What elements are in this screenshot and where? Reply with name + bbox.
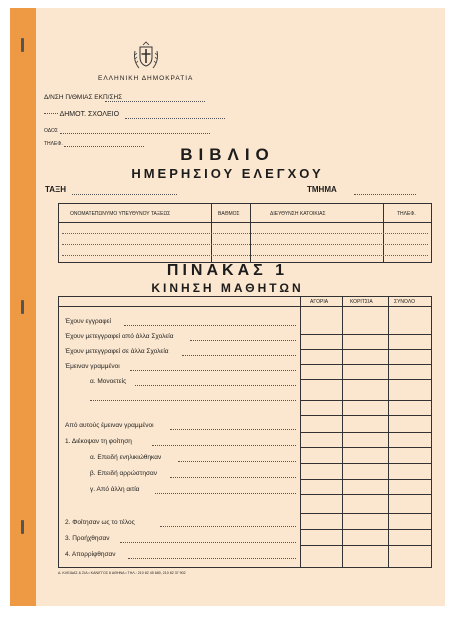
table-row: α. Επειδή ενηλικιώθηκαν — [90, 454, 162, 461]
boys-header: ΑΓΟΡΙΑ — [310, 299, 329, 305]
document-page — [10, 8, 445, 606]
table-row: Έμειναν γραμμένοι — [65, 363, 120, 370]
book-title: ΒΙΒΛΙΟ — [180, 145, 275, 164]
table1-subtitle: ΚΙΝΗΣΗ ΜΑΘΗΤΩΝ — [151, 281, 304, 295]
phone-label: ΤΗΛΕΦ. — [44, 141, 63, 147]
table-row: α. Μονοετείς — [90, 378, 127, 385]
table-row: 2. Φοίτησαν ως το τέλος — [65, 519, 135, 526]
publisher-footer: Δ. ΚΛΕΙΔΑΣ & ΣΙΑ • ΚΑΝΙΓΓΟΣ 6 ΑΘΗΝΑ • ΤΗΛ.: 210 82 45 680, 210 82 37 902 — [58, 571, 186, 575]
total-header: ΣΥΝΟΛΟ — [394, 299, 415, 305]
rank-header: ΒΑΘΜΟΣ — [218, 211, 240, 217]
girls-header: ΚΟΡΙΤΣΙΑ — [350, 299, 373, 305]
staple — [21, 300, 24, 314]
table-row: 1. Διέκοψαν τη φοίτηση — [65, 438, 132, 445]
greek-emblem-icon — [132, 41, 160, 71]
street-field[interactable] — [60, 133, 210, 134]
table-row: β. Επειδή αρρώστησαν — [90, 470, 157, 477]
staple — [21, 38, 24, 52]
address-header: ΔΙΕΥΘΥΝΣΗ ΚΑΤΟΙΚΙΑΣ — [270, 211, 326, 217]
table-row: Έχουν μετεγγραφεί σε άλλα Σχολεία — [65, 348, 169, 355]
table-row: 3. Προήχθησαν — [65, 535, 110, 542]
table-row: Έχουν μετεγγραφεί από άλλα Σχολεία — [65, 333, 174, 340]
school-field[interactable] — [125, 118, 225, 119]
book-subtitle: ΗΜΕΡΗΣΙΟΥ ΕΛΕΓΧΟΥ — [131, 166, 324, 181]
street-label: ΟΔΟΣ — [44, 128, 58, 134]
staple — [21, 520, 24, 534]
table-row: Έχουν εγγραφεί — [65, 318, 111, 325]
directorate-field[interactable] — [105, 101, 205, 102]
class-label: ΤΑΞΗ — [45, 185, 66, 194]
teacher-phone-header: ΤΗΛΕΦ. — [397, 211, 416, 217]
table-row: 4. Απορρίφθησαν — [65, 551, 116, 558]
class-field[interactable] — [72, 194, 177, 195]
republic-label: ΕΛΛΗΝΙΚΗ ΔΗΜΟΚΡΑΤΙΑ — [98, 75, 194, 82]
section-label: ΤΜΗΜΑ — [307, 185, 337, 194]
section-field[interactable] — [354, 194, 416, 195]
table1-title: ΠΙΝΑΚΑΣ 1 — [166, 262, 289, 279]
school-label: ΔΗΜΟΤ. ΣΧΟΛΕΙΟ — [44, 111, 119, 118]
directorate-label: Δ/ΝΣΗ Π/ΘΜΙΑΣ ΕΚΠ/ΣΗΣ — [44, 94, 123, 101]
table-row: γ. Από άλλη αιτία — [90, 486, 140, 493]
orange-spine — [10, 8, 36, 606]
table-row: Από αυτούς έμειναν γραμμένοι — [65, 422, 154, 429]
teacher-name-header: ΟΝΟΜΑΤΕΠΩΝΥΜΟ ΥΠΕΥΘΥΝΟΥ ΤΑΞΕΩΣ — [70, 211, 171, 217]
